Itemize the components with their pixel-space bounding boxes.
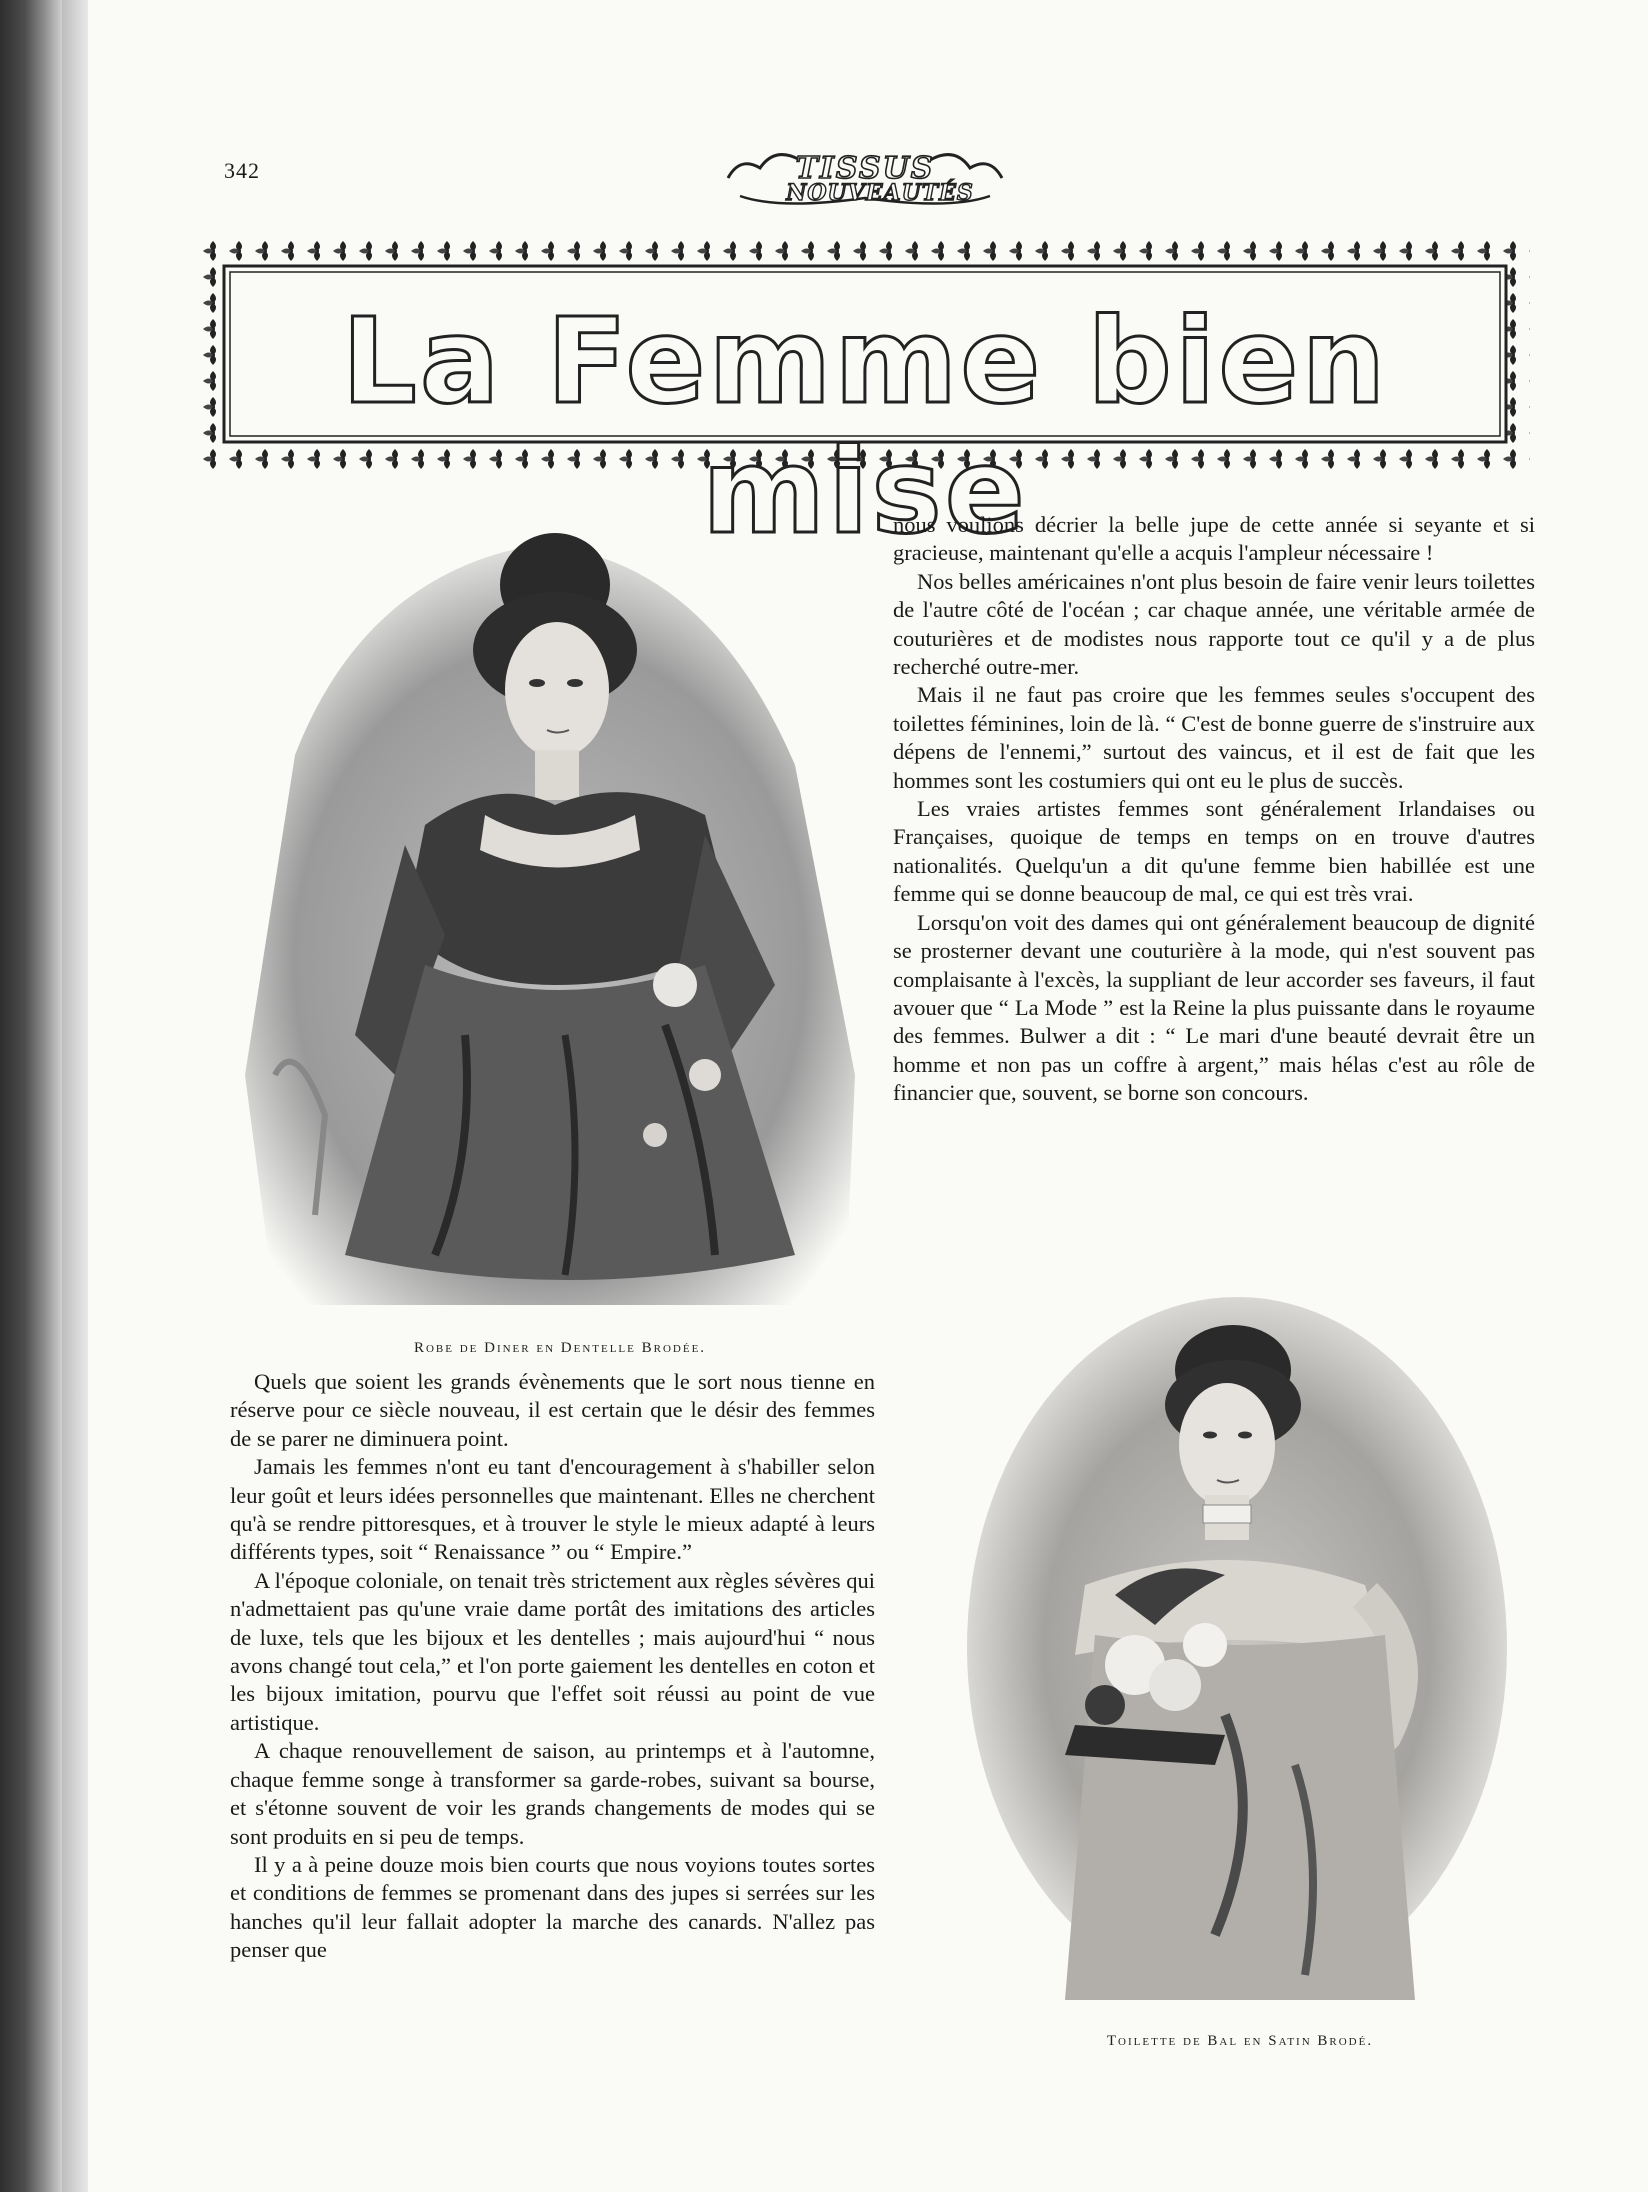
paragraph: A l'époque coloniale, on tenait très strictement aux règles sévères qui n'admettaient pas qu'une vraie dame portât des imitations des articles de luxe, tels que les bijoux et les dentelles ; mais aujourd'hui “ nous avons changé tout cela,” et l'on porte gaiement les dentelles en coton et les bijoux imitation, pourvu que l'effet soit réussi au point de vue artistique. [230, 1567, 875, 1735]
paragraph: Mais il ne faut pas croire que les femmes seules s'occupent des toilettes féminines, loin de là. “ C'est de bonne guerre de s'instruire aux dépens de l'ennemi,” surtout des vaincus, et il est de fait que les hommes sont les costumiers qui ont eu le plus de succès. [893, 682, 1535, 793]
masthead-logo [720, 138, 1010, 216]
photo-ball-gown [965, 1295, 1510, 2000]
paragraph: Nos belles américaines n'ont plus besoin de faire venir leurs toilettes de l'autre côté de l'océan ; car chaque année, une véritable armée de couturières et de modistes nous rapporte tout ce qu'il y a de plus recherché outre-mer. [893, 568, 1535, 680]
page-number: 342 [224, 158, 260, 183]
article-title: La Femme bien mise [341, 292, 1389, 560]
book-spine-edge [0, 0, 62, 2192]
paragraph: Lorsqu'on voit des dames qui ont généralement beaucoup de dignité se prosterner devant une couturière à la mode, qui n'est souvent pas complaisante à l'excès, la suppliant de leur accorder ses faveurs, il faut avouer que “ La Mode ” est la Reine la plus puissante dans le royaume des femmes. Bulwer a dit : “ Le mari d'une beauté devrait être un homme et non pas un coffre à argent,” mais hélas c'est au rôle de financier que, souvent, se borne son concours. [893, 909, 1535, 1106]
caption-photo2: Toilette de Bal en Satin Brodé. [1106, 2033, 1374, 2049]
svg-text:TISSUS: TISSUS [795, 151, 935, 186]
svg-text:NOUVEAUTÉS: NOUVEAUTÉS [786, 180, 974, 206]
paragraph: A chaque renouvellement de saison, au printemps et à l'automne, chaque femme songe à transformer sa garde-robes, suivant sa bourse, et s'étonne souvent de voir les grands changements de modes qui se sont produits en si peu de temps. [230, 1738, 875, 1849]
photo-dinner-dress [235, 515, 875, 1305]
paragraph: Les vraies artistes femmes sont généralement Irlandaises ou Françaises, quoique de temps en temps on en trouve d'autres nationalités. Quelqu'un a dit qu'une femme bien habillée est une femme qui se donne beaucoup de mal, ce qui est très vrai. [893, 796, 1535, 907]
paragraph: nous voulions décrier la belle jupe de cette année si seyante et si gracieuse, maintenant qu'elle a acquis l'ampleur nécessaire ! [893, 512, 1535, 566]
page-stack-edge [62, 0, 88, 2192]
caption-photo1: Robe de Diner en Dentelle Brodée. [413, 1340, 707, 1356]
text-column-right [893, 511, 1535, 1108]
paragraph: Quels que soient les grands évènements que le sort nous tienne en réserve pour ce siècle nouveau, il est certain que le désir des femmes de se parer ne diminuera point. [230, 1369, 875, 1451]
text-column-left [230, 1368, 875, 1965]
paragraph: Jamais les femmes n'ont eu tant d'encouragement à s'habiller selon leur goût et leurs idées personnelles que maintenant. Elles ne cherchent qu'à se rendre pittoresques, et à trouver le style le mieux adapté à leurs différents types, soit “ Renaissance ” ou “ Empire.” [230, 1454, 875, 1565]
paragraph: Il y a à peine douze mois bien courts que nous voyions toutes sortes et conditions de femmes se promenant dans des jupes si serrées sur les hanches qu'il leur fallait adopter la marche des canards. N'allez pas penser que [230, 1851, 875, 1963]
